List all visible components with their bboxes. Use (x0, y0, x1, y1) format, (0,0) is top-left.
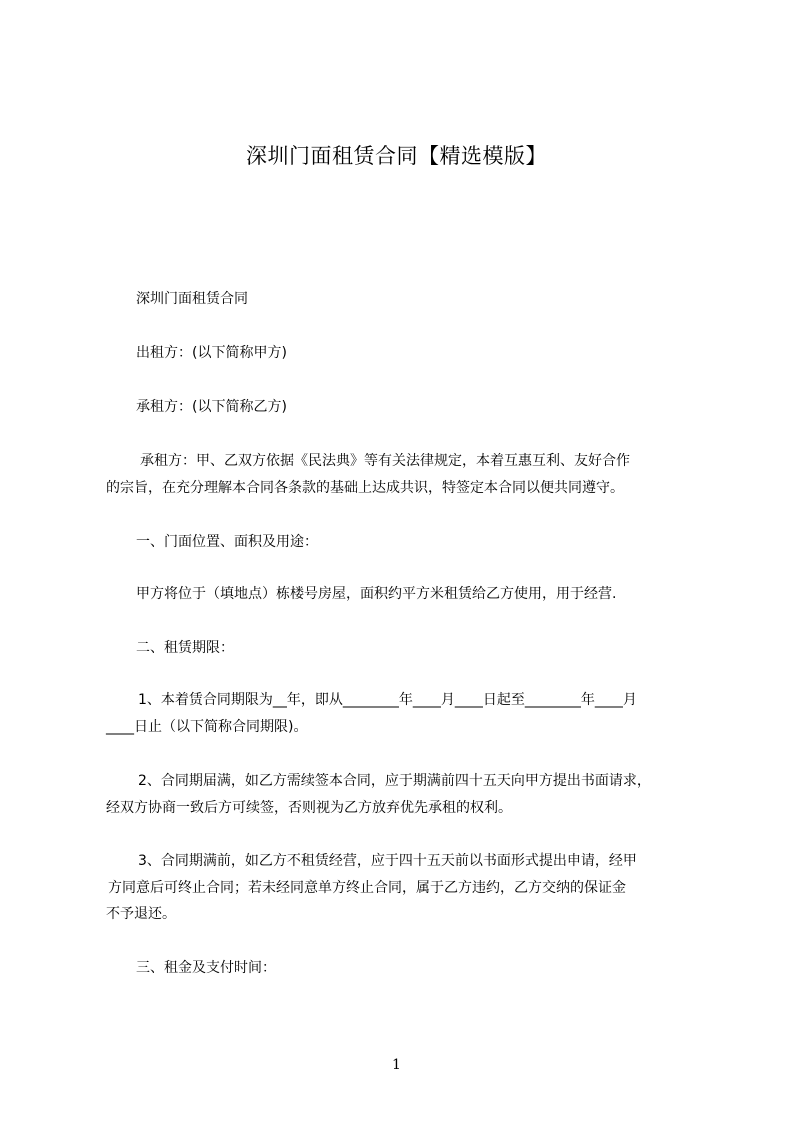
contract-heading: 深圳门面租赁合同 (136, 291, 248, 307)
document-title: 深圳门面租赁合同【精选模版】 (246, 144, 547, 168)
term-clause-3-line-1: 3、合同期满前，如乙方不租赁经营，应于四十五天前以书面形式提出申请，经甲 (138, 853, 637, 869)
section-heading-term: 二、租赁期限： (136, 640, 234, 656)
lessee-line: 承租方：(以下简称乙方) (136, 399, 287, 415)
term-clause-3-line-3: 不予退还。 (106, 906, 176, 922)
section-heading-location: 一、门面位置、面积及用途： (136, 534, 318, 550)
term-clause-2-line-2: 经双方协商一致后方可续签，否则视为乙方放弃优先承租的权利。 (106, 800, 512, 816)
lessor-line: 出租方：(以下简称甲方) (136, 345, 287, 361)
location-clause: 甲方将位于（填地点）栋楼号房屋，面积约平方米租赁给乙方使用，用于经营. (136, 586, 617, 602)
term-clause-1-line-1: 1、本着赁合同期限为__年，即从________年____月____日起至________年____月 (138, 692, 637, 708)
term-clause-1-line-2: ____日止（以下简称合同期限)。 (106, 719, 308, 735)
section-heading-rent: 三、租金及支付时间： (136, 960, 276, 976)
term-clause-3-line-2: 方同意后可终止合同；若未经同意单方终止合同，属于乙方违约，乙方交纳的保证金 (108, 880, 626, 896)
preamble-line-1: 承租方：甲、乙双方依据《民法典》等有关法律规定，本着互惠互利、友好合作 (140, 453, 630, 469)
term-clause-2-line-1: 2、合同期届满，如乙方需续签本合同，应于期满前四十五天向甲方提出书面请求， (138, 773, 651, 789)
preamble-line-2: 的宗旨，在充分理解本合同各条款的基础上达成共识，特签定本合同以便共同遵守。 (106, 480, 624, 496)
page-number: 1 (392, 1057, 401, 1073)
